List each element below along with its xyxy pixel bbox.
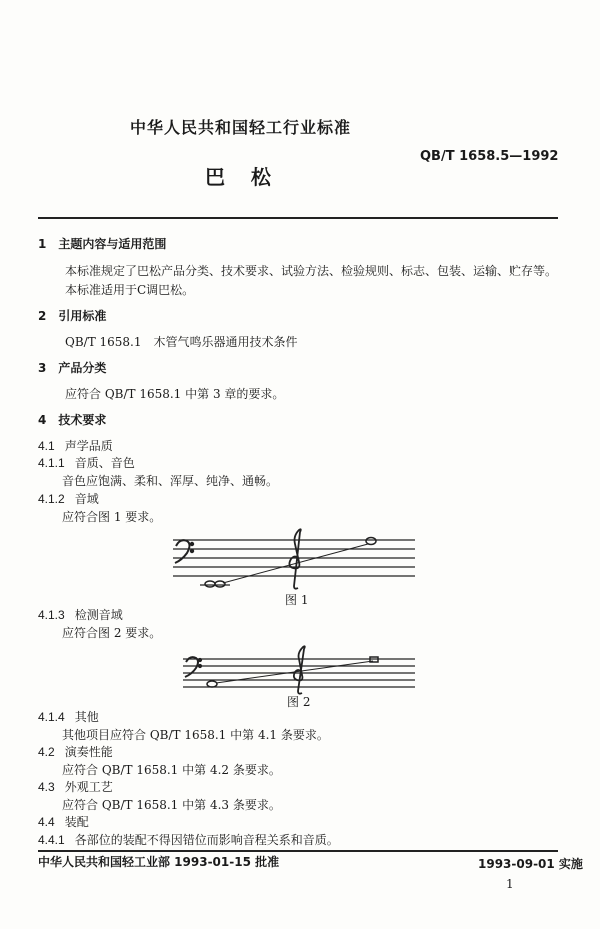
paragraph: 应符合图 1 要求。 [62, 510, 162, 524]
header-rule [38, 217, 558, 219]
clause-4-1-4: 4.1.4 其他 [38, 710, 99, 724]
paragraph: 其他项目应符合 QB/T 1658.1 中第 4.1 条要求。 [62, 728, 329, 742]
clause-4-4-1: 4.4.1 各部位的装配不得因错位而影响音程关系和音质。 [38, 833, 339, 847]
section-heading-2: 2 引用标准 [38, 309, 107, 323]
clause-4-1: 4.1 声学品质 [38, 439, 113, 453]
reference-standard: QB/T 1658.1 木管气鸣乐器通用技术条件 [65, 335, 298, 349]
clause-4-2: 4.2 演奏性能 [38, 745, 113, 759]
standard-number: QB/T 1658.5—1992 [420, 149, 559, 164]
low-note [207, 681, 217, 687]
figure-1-caption: 图 1 [285, 593, 309, 607]
paragraph: 本标准适用于C调巴松。 [65, 283, 195, 297]
clause-4-1-3: 4.1.3 检测音域 [38, 608, 123, 622]
page-number: 1 [506, 877, 514, 891]
footer-rule [38, 850, 558, 852]
low-note [205, 581, 225, 587]
clause-4-1-2: 4.1.2 音域 [38, 492, 99, 506]
paragraph: 应符合图 2 要求。 [62, 626, 162, 640]
clause-4-1-1: 4.1.1 音质、音色 [38, 456, 135, 470]
bass-clef-icon [185, 657, 201, 677]
section-heading-3: 3 产品分类 [38, 361, 107, 375]
paragraph: 应符合 QB/T 1658.1 中第 4.3 条要求。 [62, 798, 281, 812]
treble-clef-icon [289, 529, 300, 588]
clause-4-4: 4.4 装配 [38, 815, 89, 829]
clause-4-3: 4.3 外观工艺 [38, 780, 113, 794]
issuing-organization-title: 中华人民共和国轻工行业标准 [130, 118, 352, 137]
section-heading-4: 4 技术要求 [38, 413, 107, 427]
figure-2-caption: 图 2 [287, 695, 311, 709]
high-note [366, 538, 376, 545]
bass-clef-icon [175, 540, 193, 563]
paragraph: 应符合 QB/T 1658.1 中第 3 章的要求。 [65, 387, 285, 401]
figure-1-range-staff [168, 528, 420, 592]
effective-date: 1993-09-01 实施 [478, 857, 583, 871]
section-heading-1: 1 主题内容与适用范围 [38, 237, 167, 251]
paragraph: 本标准规定了巴松产品分类、技术要求、试验方法、检验规则、标志、包装、运输、贮存等。 [65, 264, 558, 278]
paragraph: 音色应饱满、柔和、浑厚、纯净、通畅。 [62, 474, 279, 488]
document-title: 巴 松 [205, 165, 275, 189]
figure-2-test-range-staff [178, 645, 420, 695]
approval-note: 中华人民共和国轻工业部 1993-01-15 批准 [38, 855, 280, 869]
paragraph: 应符合 QB/T 1658.1 中第 4.2 条要求。 [62, 763, 281, 777]
